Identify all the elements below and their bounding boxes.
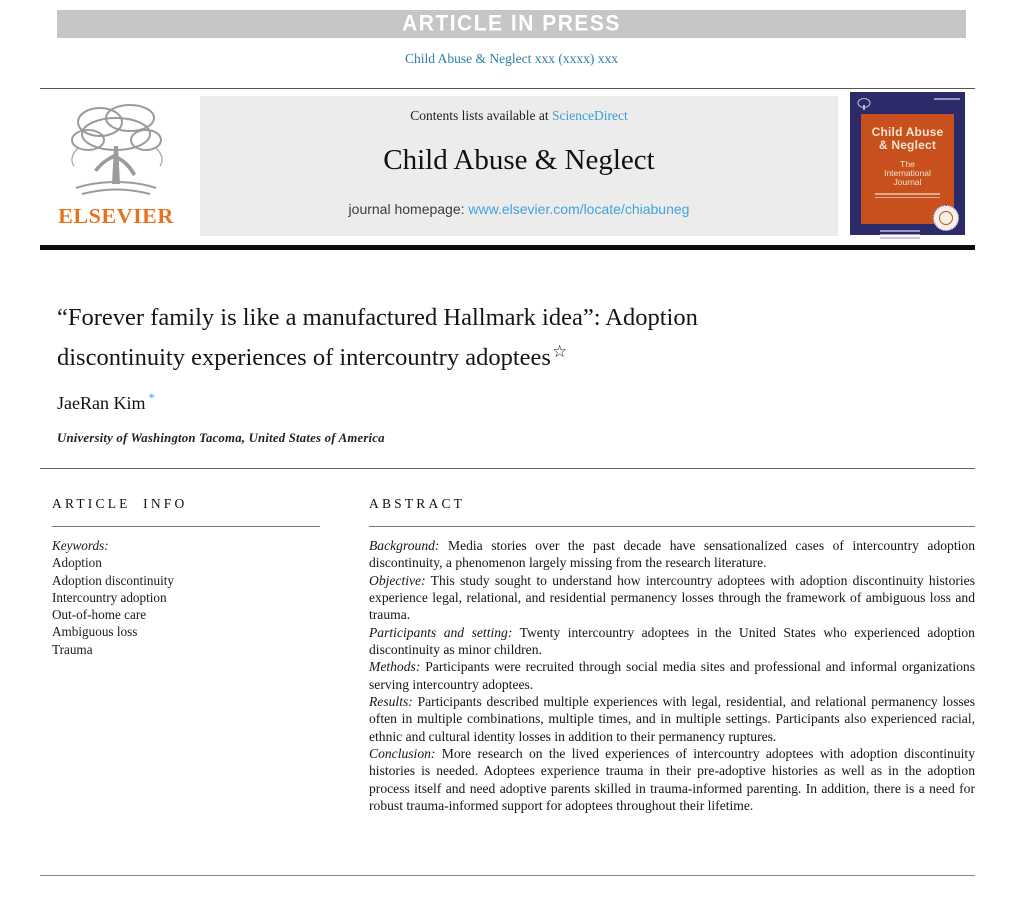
article-info-section <box>52 496 320 658</box>
cover-society-seal-icon <box>933 205 959 231</box>
title-footnote-star-icon[interactable]: ☆ <box>551 342 568 361</box>
abstract-paragraph: Background: Media stories over the past decade have sensationalized cases of intercountry adoption discontinuity, a phenomenon largely missing from the research literature. <box>369 538 975 571</box>
cover-elsevier-mark-icon <box>857 97 871 113</box>
article-title <box>57 301 957 375</box>
abstract-bottom-rule <box>40 875 975 876</box>
keyword-item: Intercountry adoption <box>52 589 167 605</box>
abstract-heading: ABSTRACT <box>369 496 466 511</box>
sections-top-rule <box>40 468 975 469</box>
elsevier-logo <box>57 96 175 234</box>
homepage-line <box>200 201 838 217</box>
keyword-item: Ambiguous loss <box>52 624 138 640</box>
contents-prefix: Contents lists available at <box>410 108 552 123</box>
elsevier-tree-icon <box>62 96 170 204</box>
header-top-rule <box>40 88 975 89</box>
abstract-body <box>369 537 975 815</box>
article-in-press-banner <box>57 10 966 38</box>
keyword-item: Adoption <box>52 555 102 571</box>
keyword-item: Out-of-home care <box>52 607 147 623</box>
cover-footer-text <box>880 228 920 239</box>
article-title-line2: discontinuity experiences of intercountry adoptees <box>57 344 551 371</box>
citation-line: Child Abuse & Neglect xxx (xxxx) xxx <box>405 51 618 66</box>
journal-header-box <box>200 96 838 236</box>
homepage-prefix: journal homepage: <box>348 201 469 217</box>
author-affiliation: University of Washington Tacoma, United States of America <box>57 431 385 445</box>
keyword-item: Trauma <box>52 641 93 657</box>
contents-line <box>200 108 838 124</box>
cover-journal-subtitle: The International Journal <box>884 159 931 187</box>
article-info-rule <box>52 526 320 527</box>
abstract-rule <box>369 526 975 527</box>
elsevier-wordmark: ELSEVIER <box>58 204 174 228</box>
abstract-paragraph: Methods: Participants were recruited through social media sites and professional and informal organizations serving intercountry adoptees. <box>369 659 975 692</box>
abstract-paragraph: Objective: This study sought to understand how intercountry adoptees with adoption discontinuity histories experience legal, relational, and residential permanency losses through the framework of ambiguous loss and trauma. <box>369 572 975 623</box>
cover-journal-title: Child Abuse & Neglect <box>871 125 944 152</box>
cover-issn-text <box>934 98 960 100</box>
author-line <box>57 390 155 414</box>
abstract-paragraph: Conclusion: More research on the lived experiences of intercountry adoptees with adoption discontinuity histories is needed. Adoptees experience trauma in their pre-adoptive histories as well as in the adoption process itself and need adoptive parents skilled in trauma-informed parenting. In addition, there is a need for robust trauma-informed support for adoptees throughout their lifetime. <box>369 746 975 814</box>
header-divider-rule <box>40 245 975 250</box>
homepage-link[interactable]: www.elsevier.com/locate/chiabuneg <box>468 201 690 217</box>
abstract-section <box>369 496 975 815</box>
article-title-line1: “Forever family is like a manufactured Hallmark idea”: Adoption <box>57 304 698 331</box>
author-name: JaeRan Kim <box>57 393 146 413</box>
abstract-paragraph: Participants and setting: Twenty intercountry adoptees in the United States who experienced adoption discontinuity as minor children. <box>369 624 975 658</box>
article-in-press-label: ARTICLE IN PRESS <box>402 11 621 36</box>
article-info-heading: ARTICLE INFO <box>52 496 188 511</box>
journal-cover-thumbnail[interactable] <box>850 92 965 235</box>
journal-title: Child Abuse & Neglect <box>383 144 655 176</box>
abstract-paragraph: Results: Participants described multiple experiences with legal, residential, and relational permanency losses often in multiple combinations, multiple times, and in multiple settings. Participants also experienced racial, ethnic and cultural identity losses in addition to their permanency ruptures. <box>369 694 975 744</box>
sciencedirect-link[interactable]: ScienceDirect <box>552 108 628 123</box>
cover-fine-print <box>875 193 940 198</box>
corresponding-author-asterisk[interactable]: * <box>148 390 155 405</box>
keywords-label: Keywords: <box>52 538 109 553</box>
keyword-item: Adoption discontinuity <box>52 572 174 588</box>
